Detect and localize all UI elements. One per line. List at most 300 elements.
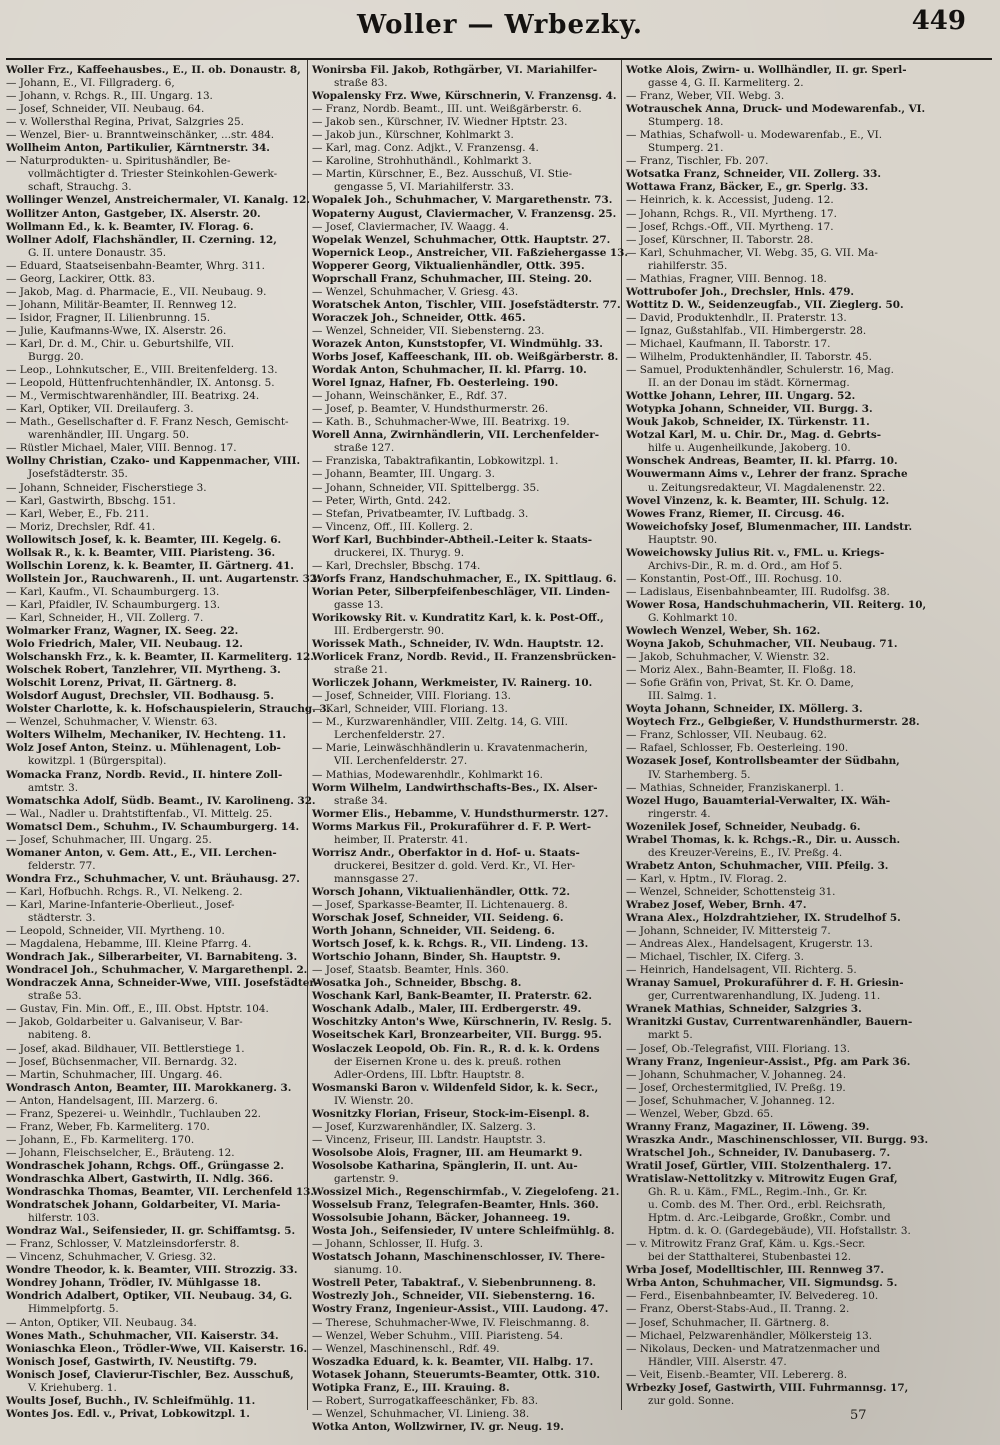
directory-entry: — Rafael, Schlosser, Fb. Oesterleing. 190. [626, 742, 849, 755]
directory-entry: — Karl, Schneider, VIII. Floriang. 13. [312, 703, 508, 716]
directory-entry: — Karl, v. Hptm., IV. Florag. 2. [626, 872, 787, 885]
directory-entry: Woyta Johann, Schneider, IX. Möllerg. 3. [626, 703, 863, 716]
directory-entry: des Kreuzer-Vereins, E., IV. Preßg. 4. [648, 846, 843, 859]
directory-entry: druckerei, Besitzer d. gold. Verd. Kr., VI. Her- [334, 859, 576, 872]
directory-entry: — Karl, Gastwirth, Bbschg. 151. [6, 494, 176, 507]
directory-entry: — Vincenz, Off., III. Kollerg. 2. [312, 520, 473, 533]
directory-entry: gengasse 5, VI. Mariahilferstr. 33. [334, 181, 514, 194]
directory-entry: — Josef, Schuhmacher, II. Gärtnerg. 8. [626, 1316, 830, 1329]
directory-entry: VII. Lerchenfelderstr. 27. [334, 755, 468, 768]
directory-entry: Woyna Jakob, Schuhmacher, VII. Neubaug. 71. [626, 638, 898, 651]
directory-entry: — Georg, Lackirer, Ottk. 83. [6, 272, 155, 285]
directory-entry: — Ladislaus, Eisenbahnbeamter, III. Rudolfsg. 38. [626, 585, 890, 598]
directory-entry: Wopaterny August, Claviermacher, V. Franzensg. 25. [312, 207, 617, 220]
directory-entry: Archivs-Dir., R. m. d. Ord., am Hof 5. [648, 559, 843, 572]
directory-entry: — Mathias, Schafwoll- u. Modewarenfab., E., VI. [626, 129, 883, 142]
directory-entry: straße 127. [334, 442, 395, 455]
directory-entry: — Josef, Orchestermitglied, IV. Preßg. 19. [626, 1081, 846, 1094]
directory-entry: Wozasek Josef, Kontrollsbeamter der Südbahn, [626, 755, 900, 768]
directory-entry: — Franz, Tischler, Fb. 207. [626, 155, 769, 168]
directory-entry: — Wenzel, Schneider, Schottensteig 31. [626, 885, 836, 898]
directory-entry: Wotasek Johann, Steuerumts-Beamter, Ottk. 310. [312, 1368, 600, 1381]
directory-entry: Wozel Hugo, Bauamterial-Verwalter, IX. Wäh- [626, 794, 891, 807]
directory-entry: Wolschek Robert, Tanzlehrer, VII. Myrtheng. 3. [6, 664, 281, 677]
directory-entry: straße 53. [28, 990, 82, 1003]
directory-entry: Wottrubofer Joh., Drechsler, Hnls. 479. [626, 285, 855, 298]
directory-entry: Wouwermann Aims v., Lehrer der franz. Sprache [626, 468, 908, 481]
directory-entry: — Josef, Staatsb. Beamter, Hnls. 360. [312, 964, 509, 977]
directory-entry: — Jakob sen., Kürschner, IV. Wiedner Hptstr. 23. [312, 116, 568, 129]
directory-entry: Woniaschka Eleon., Trödler-Wwe, VII. Kaiserstr. 16. [6, 1342, 308, 1355]
directory-entry: — Gustav, Fin. Min. Off., E., III. Obst. Hptstr. 104. [6, 1003, 269, 1016]
directory-entry: — Samuel, Produktenhändler, Schulerstr. 16, Mag. [626, 364, 894, 377]
directory-entry: Worth Johann, Schneider, VII. Seideng. 6. [312, 925, 555, 938]
directory-entry: — Wenzel, Maschinenschl., Rdf. 49. [312, 1342, 500, 1355]
directory-entry: Womatscl Dem., Schuhm., IV. Schaumburgerg. 14. [6, 820, 300, 833]
directory-entry: IV. Starhemberg. 5. [648, 768, 751, 781]
directory-entry: Woschank Adalb., Maler, III. Erdbergerstr. 49. [312, 1003, 582, 1016]
directory-entry: mannsgasse 27. [334, 872, 419, 885]
directory-entry: Gh. R. u. Käm., FML., Regim.-Inh., Gr. Kr. [648, 1186, 868, 1199]
directory-entry: Wondraschka Thomas, Beamter, VII. Lerchenfeld 13. [6, 1186, 315, 1199]
directory-entry: Stumperg. 21. [648, 142, 724, 155]
directory-entry: — Franz, Nordb. Beamt., III. unt. Weißgärberstr. 6. [312, 103, 582, 116]
directory-entry: Wotka Anton, Wollzwirner, IV. gr. Neug. 19. [312, 1420, 564, 1433]
directory-entry: bei der Statthalterei, Stubenbastei 12. [648, 1251, 852, 1264]
directory-entry: Wrabez Josef, Weber, Brnh. 47. [626, 899, 807, 911]
directory-entry: — Johann, Schneider, VII. Spittelbergg. 35. [312, 481, 540, 494]
directory-entry: — Franz, Weber, Fb. Karmeliterg. 170. [6, 1120, 210, 1133]
directory-entry: straße 83. [334, 77, 388, 90]
directory-entry: Hauptstr. 90. [648, 533, 718, 546]
directory-entry: Lerchenfelderstr. 27. [334, 729, 445, 742]
directory-entry: Woszadka Eduard, k. k. Beamter, VII. Halbg. 17. [312, 1355, 594, 1368]
directory-entry: — Moriz Alex., Bahn-Beamter, II. Floßg. 18. [626, 664, 857, 677]
directory-entry: Stumperg. 18. [648, 116, 724, 129]
directory-entry: Wratislaw-Nettolitzky v. Mitrowitz Eugen Graf, [626, 1172, 898, 1185]
directory-entry: — Karl, Dr. d. M., Chir. u. Geburtshilfe, VII. [6, 337, 235, 350]
directory-entry: Worel Ignaz, Hafner, Fb. Oesterleing. 190. [312, 377, 559, 390]
directory-entry: — Martin, Kürschner, E., Bez. Ausschuß, VI. Stie- [312, 168, 573, 181]
directory-entry: — Johann, Militär-Beamter, II. Rennweg 12. [6, 298, 237, 311]
column-divider [307, 60, 308, 1410]
directory-entry: schaft, Strauchg. 3. [28, 181, 132, 194]
directory-entry: Wondrich Adalbert, Optiker, VII. Neubaug. 34, G. [6, 1290, 293, 1303]
directory-entry: IV. Wienstr. 20. [334, 1094, 414, 1107]
directory-entry: — Johann, E., Fb. Karmeliterg. 170. [6, 1133, 195, 1146]
directory-entry: Wollner Adolf, Flachshändler, II. Czerning. 12, [6, 233, 277, 246]
directory-entry: — Josef, Claviermacher, IV. Waagg. 4. [312, 220, 509, 233]
directory-entry: Wontes Jos. Edl. v., Privat, Lobkowitzpl. 1. [6, 1407, 250, 1420]
directory-entry: — Jakob, Goldarbeiter u. Galvaniseur, V. Bar- [6, 1016, 243, 1029]
directory-entry: Wopalensky Frz. Wwe, Kürschnerin, V. Franzensg. 4. [312, 90, 617, 103]
directory-entry: — Michael, Kaufmann, II. Taborstr. 17. [626, 337, 831, 350]
directory-entry: markt 5. [648, 1029, 693, 1042]
directory-entry: — David, Produktenhdlr., II. Praterstr. 13. [626, 311, 847, 324]
directory-entry: — Konstantin, Post-Off., III. Rochusg. 10. [626, 572, 842, 585]
column-1 [6, 64, 331, 1420]
signature-mark: 57 [850, 1408, 867, 1423]
directory-entry: — Anton, Optiker, VII. Neubaug. 34. [6, 1316, 197, 1329]
directory-entry: Wranitzki Gustav, Currentwarenhändler, Bauern- [626, 1016, 913, 1029]
directory-entry: — Wenzel, Schneider, VII. Siebensterng. 23. [312, 324, 545, 337]
directory-entry: — Johann, Fleischselcher, E., Bräuteng. 12. [6, 1146, 235, 1159]
directory-entry: Wondratschek Johann, Goldarbeiter, VI. Maria- [6, 1199, 281, 1212]
directory-entry: Worikowsky Rit. v. Kundratitz Karl, k. k. Post-Off., [312, 611, 604, 624]
directory-entry: — Johann, Beamter, III. Ungarg. 3. [312, 468, 495, 481]
directory-entry: städterstr. 3. [28, 912, 96, 925]
directory-entry: Wopelak Wenzel, Schuhmacher, Ottk. Hauptstr. 27. [312, 233, 611, 246]
directory-entry: — Karl, Optiker, VII. Dreilauferg. 3. [6, 403, 194, 416]
directory-entry: — Franziska, Tabaktrafikantin, Lobkowitzpl. 1. [312, 455, 559, 468]
directory-entry: — Wenzel, Schuhmacher, V. Wienstr. 63. [6, 716, 218, 729]
directory-entry: — Marie, Leinwäschhändlerin u. Kravatenmacherin, [312, 742, 588, 755]
directory-entry: Wollsak R., k. k. Beamter, VIII. Piaristeng. 36. [6, 546, 276, 559]
directory-entry: V. Kriehuberg. 1. [28, 1381, 117, 1394]
directory-entry: — Peter, Wirth, Gntd. 242. [312, 494, 451, 507]
directory-entry: — Vincenz, Schuhmacher, V. Griesg. 32. [6, 1251, 217, 1264]
directory-entry: — Karl, Marine-Infanterie-Oberlieut., Josef- [6, 899, 235, 911]
directory-entry: Wovel Vinzenz, k. k. Beamter, III. Schulg. 12. [626, 494, 890, 507]
directory-entry: u. Zeitungsredakteur, VI. Magdalenenstr. 22. [648, 481, 886, 494]
directory-entry: — Heinrich, Handelsagent, VII. Richterg. 5. [626, 964, 857, 977]
page-title: Woller — Wrbezky. [357, 10, 643, 40]
directory-entry: Adler-Ordens, III. Lbftr. Hauptstr. 8. [334, 1068, 525, 1081]
directory-entry: Worm Wilhelm, Landwirthschafts-Bes., IX. Alser- [312, 781, 598, 794]
directory-entry: Woweichofsky Josef, Blumenmacher, III. Landstr. [626, 520, 913, 533]
directory-entry: — Johann, Schuhmacher, V. Johanneg. 24. [626, 1068, 847, 1081]
directory-entry: Wostatsch Johann, Maschinenschlosser, IV. There- [312, 1251, 605, 1264]
column-3 [626, 64, 992, 1414]
directory-entry: — Johann, v. Rchgs. R., III. Ungarg. 13. [6, 90, 213, 103]
directory-entry: — Franz, Oberst-Stabs-Aud., II. Tranng. 2. [626, 1303, 850, 1316]
directory-entry: Wortsch Josef, k. k. Rchgs. R., VII. Lindeng. 13. [312, 938, 589, 951]
directory-entry: — Robert, Surrogatkaffeeschänker, Fb. 83. [312, 1394, 539, 1407]
directory-entry: G. Kohlmarkt 10. [648, 611, 738, 624]
directory-entry: Wosmanski Baron v. Wildenfeld Sidor, k. k. Secr., [312, 1081, 599, 1094]
directory-entry: Woults Josef, Buchh., IV. Schleifmühlg. 11. [6, 1394, 256, 1407]
directory-entry: Worissek Math., Schneider, IV. Wdn. Hauptstr. 12. [312, 638, 604, 651]
directory-entry: Woweichowsky Julius Rit. v., FML. u. Kriegs- [626, 546, 885, 559]
directory-entry: Wolsdorf August, Drechsler, VII. Bodhausg. 5. [6, 690, 274, 703]
directory-entry: — Leopold, Schneider, VII. Myrtheng. 10. [6, 925, 225, 938]
directory-entry: zur gold. Sonne. [648, 1394, 735, 1407]
directory-entry: Wosnitzky Florian, Friseur, Stock-im-Eisenpl. 8. [312, 1107, 590, 1120]
directory-entry: Wollstein Jor., Rauchwarenh., II. unt. Augartenstr. 32. [6, 572, 321, 585]
directory-entry: — Josef, Kurzwarenhändler, IX. Salzerg. 3. [312, 1120, 536, 1133]
directory-entry: Womacka Franz, Nordb. Revid., II. hintere Zoll- [6, 768, 283, 781]
directory-entry: — Rüstler Michael, Maler, VIII. Bennog. 17. [6, 442, 237, 455]
directory-entry: Wossolsubie Johann, Bäcker, Johanneeg. 19. [312, 1212, 571, 1225]
directory-entry: Woslaczek Leopold, Ob. Fin. R., R. d. k. k. Ordens [312, 1042, 600, 1055]
directory-entry: Wrabel Thomas, k. k. Rchgs.-R., Dir. u. Aussch. [626, 833, 901, 846]
directory-entry: Wollowitsch Josef, k. k. Beamter, III. Kegelg. 6. [6, 533, 282, 546]
directory-entry: — Franz, Spezerei- u. Weinhdlr., Tuchlauben 22. [6, 1107, 261, 1120]
directory-entry: — Karl, Schuhmacher, VI. Webg. 35, G. VII. Ma- [626, 246, 878, 259]
directory-entry: — Anton, Handelsagent, III. Marzerg. 6. [6, 1094, 218, 1107]
directory-entry: Wollschin Lorenz, k. k. Beamter, II. Gärtnerg. 41. [6, 559, 294, 572]
directory-entry: — Wenzel, Bier- u. Branntweinschänker, ...str. 484. [6, 129, 275, 142]
directory-entry: Wondrasch Anton, Beamter, III. Marokkanerg. 3. [6, 1081, 292, 1094]
directory-entry: — Johann, Schlosser, II. Hufg. 3. [312, 1238, 484, 1251]
column-divider [621, 60, 622, 1410]
column-2 [312, 64, 629, 1433]
directory-entry: — Nikolaus, Decken- und Matratzenmacher und [626, 1342, 881, 1355]
directory-entry: Wondracel Joh., Schuhmacher, V. Margarethenpl. 2. [6, 964, 308, 977]
directory-entry: druckerei, IX. Thuryg. 9. [334, 546, 465, 559]
directory-entry: — Ferd., Eisenbahnbeamter, IV. Belvedereg. 10. [626, 1290, 879, 1303]
directory-entry: Wonisch Josef, Clavierur-Tischler, Bez. Ausschuß, [6, 1368, 294, 1381]
directory-entry: Wollinger Wenzel, Anstreichermaler, VI. Kanalg. 12. [6, 194, 311, 207]
directory-entry: — Karl, Schneider, H., VII. Zollerg. 7. [6, 611, 204, 624]
directory-entry: Wotypka Johann, Schneider, VII. Burgg. 3. [626, 403, 873, 416]
directory-entry: Wowlech Wenzel, Weber, Sh. 162. [626, 625, 821, 638]
directory-entry: Wondrey Johann, Trödler, IV. Mühlgasse 18. [6, 1277, 261, 1290]
directory-entry: Wortschio Johann, Binder, Sh. Hauptstr. 9. [312, 951, 561, 964]
directory-entry: Wossizel Mich., Regenschirmfab., V. Ziegelofeng. 21. [312, 1186, 620, 1199]
directory-entry: Wratschel Joh., Schneider, IV. Danubaserg. 7. [626, 1146, 891, 1159]
directory-entry: Wostry Franz, Ingenieur-Assist., VIII. Laudong. 47. [312, 1303, 609, 1316]
directory-entry: — Mathias, Schneider, Franziskanerpl. 1. [626, 781, 844, 794]
directory-entry: der Eisernen Krone u. des k. preuß. rothen [334, 1055, 561, 1068]
directory-entry: — Jakob jun., Kürschner, Kohlmarkt 3. [312, 129, 514, 142]
directory-entry: — Franz, Weber, VII. Webg. 3. [626, 90, 785, 103]
directory-entry: — Andreas Alex., Handelsagent, Krugerstr. 13. [626, 938, 873, 951]
directory-entry: amtstr. 3. [28, 781, 79, 794]
directory-entry: Wotipka Franz, E., III. Krauing. 8. [312, 1381, 510, 1394]
directory-entry: Wower Rosa, Handschuhmacherin, VII. Reiterg. 10, [626, 598, 927, 611]
directory-entry: Wondraschek Johann, Rchgs. Off., Grüngasse 2. [6, 1159, 284, 1172]
directory-entry: Wolschit Lorenz, Privat, II. Gärtnerg. 8. [6, 677, 237, 690]
directory-entry: Wolters Wilhelm, Mechaniker, IV. Hechteng. 11. [6, 729, 286, 742]
directory-entry: Worms Markus Fil., Prokuraführer d. F. P. Wert- [312, 820, 592, 833]
directory-entry: ger, Currentwarenhandlung, IX. Judeng. 11. [648, 990, 881, 1003]
directory-entry: — Josef, Schuhmacher, III. Ungarg. 25. [6, 833, 212, 846]
directory-entry: — Johann, Schneider, IV. Mittersteig 7. [626, 925, 831, 938]
directory-entry: kowitzpl. 1 (Bürgerspital). [28, 755, 167, 768]
directory-entry: — Josef, Schuhmacher, V. Johanneg. 12. [626, 1094, 835, 1107]
directory-entry: — Josef, akad. Bildhauer, VII. Bettlerstiege 1. [6, 1042, 245, 1055]
directory-entry: Wollitzer Anton, Gastgeber, IX. Alserstr. 20. [6, 207, 261, 220]
directory-entry: Wosolsobe Katharina, Spänglerin, II. unt. Au- [312, 1159, 578, 1172]
directory-entry: Wozenilek Josef, Schneider, Neubadg. 6. [626, 820, 861, 833]
directory-entry: — Michael, Pelzwarenhändler, Mölkersteig 13. [626, 1329, 873, 1342]
directory-entry: gasse 4, G. II. Karmeliterg. 2. [648, 77, 804, 90]
directory-entry: III. Erdbergerstr. 90. [334, 625, 445, 638]
directory-entry: Wollny Christian, Czako- und Kappenmacher, VIII. [6, 455, 301, 468]
directory-entry: — Stefan, Privatbeamter, IV. Luftbadg. 3. [312, 507, 529, 520]
directory-entry: Worian Peter, Silberpfeifenbeschläger, VII. Linden- [312, 585, 610, 598]
directory-entry: gartenstr. 9. [334, 1172, 399, 1185]
directory-entry: Wolmarker Franz, Wagner, IX. Seeg. 22. [6, 625, 239, 638]
directory-entry: nabiteng. 8. [28, 1029, 92, 1042]
directory-entry: vollmächtigter d. Triester Steinkohlen-Gewerk- [28, 168, 278, 181]
directory-entry: Worlicek Franz, Nordb. Revid., II. Franzensbrücken- [312, 651, 617, 664]
directory-entry: — Vincenz, Friseur, III. Landstr. Hauptstr. 3. [312, 1133, 546, 1146]
directory-entry: Wouk Jakob, Schneider, IX. Türkenstr. 11. [626, 416, 870, 429]
directory-entry: Worazek Anton, Kunststopfer, VI. Windmühlg. 33. [312, 337, 603, 350]
directory-entry: — Josef, Ob.-Telegrafist, VIII. Floriang. 13. [626, 1042, 851, 1055]
directory-entry: Wolschanskh Frz., k. k. Beamter, II. Karmeliterg. 12. [6, 651, 314, 664]
directory-entry: — Franz, Schlosser, VII. Neubaug. 62. [626, 729, 827, 742]
directory-entry: Wotrauschek Anna, Druck- und Modewarenfab., VI. [626, 103, 926, 116]
directory-entry: Wopalek Joh., Schuhmacher, V. Margarethenstr. 73. [312, 194, 613, 207]
directory-entry: Worrisz Andr., Oberfaktor in d. Hof- u. Staats- [312, 846, 580, 859]
directory-entry: — Michael, Tischler, IX. Ciferg. 3. [626, 951, 804, 964]
directory-entry: — Josef, Sparkasse-Beamter, II. Lichtenauerg. 8. [312, 899, 568, 911]
directory-entry: Wottitz D. W., Seidenzeugfab., VII. Zieglerg. 50. [626, 298, 904, 311]
directory-entry: III. Salmg. 1. [648, 690, 717, 703]
directory-entry: heimber, II. Praterstr. 41. [334, 833, 468, 846]
directory-entry: Wolster Charlotte, k. k. Hofschauspielerin, Strauchg. 3. [6, 703, 331, 716]
directory-entry: Himmelpfortg. 5. [28, 1303, 119, 1316]
directory-entry: Wranny Franz, Magaziner, II. Löweng. 39. [626, 1120, 870, 1133]
directory-entry: Wrany Franz, Ingenieur-Assist., Pfg. am Park 36. [626, 1055, 911, 1068]
directory-entry: — Sofie Gräfin von, Privat, St. Kr. O. Dame, [626, 677, 854, 690]
directory-entry: Wopperer Georg, Viktualienhändler, Ottk. 395. [312, 259, 585, 272]
directory-entry: Worsch Johann, Viktualienhändler, Ottk. 72. [312, 885, 571, 898]
directory-entry: Wrba Josef, Modelltischler, III. Rennweg 37. [626, 1264, 884, 1277]
directory-entry: Wratil Josef, Gürtler, VIII. Stolzenthalerg. 17. [626, 1159, 892, 1172]
directory-entry: u. Comb. des M. Ther. Ord., erbl. Reichsrath, [648, 1199, 886, 1212]
directory-entry: Händler, VIII. Alserstr. 47. [648, 1355, 787, 1368]
directory-entry: Wondra Frz., Schuhmacher, V. unt. Bräuhausg. 27. [6, 872, 300, 885]
directory-entry: Woprschall Franz, Schuhmacher, III. Steing. 20. [312, 272, 593, 285]
directory-entry: hilfe u. Augenheilkunde, Jakoberg. 10. [648, 442, 851, 455]
directory-entry: Worf Karl, Buchbinder-Abtheil.-Leiter k. Staats- [312, 533, 593, 546]
directory-entry: Wondrach Jak., Silberarbeiter, VI. Barnabiteng. 3. [6, 951, 298, 964]
directory-entry: G. II. untere Donaustr. 35. [28, 246, 167, 259]
directory-entry: — Josef, Schneider, VII. Neubaug. 64. [6, 103, 205, 116]
directory-entry: Hptm. d. Arc.-Leibgarde, Großkr., Combr. und [648, 1212, 891, 1225]
directory-entry: Woller Frz., Kaffeehausbes., E., II. ob. Donaustr. 8, [6, 64, 301, 76]
directory-entry: — Josef, Schneider, VIII. Floriang. 13. [312, 690, 511, 703]
page-number: 449 [911, 6, 966, 36]
directory-entry: Worbs Josef, Kaffeeschank, III. ob. Weißgärberstr. 8. [312, 351, 619, 364]
directory-entry: — Karoline, Strohhuthändl., Kohlmarkt 3. [312, 155, 532, 168]
directory-entry: — Wenzel, Schuhmacher, VI. Linieng. 38. [312, 1407, 530, 1420]
directory-entry: — Eduard, Staatseisenbahn-Beamter, Whrg. 311. [6, 259, 265, 272]
directory-entry: — Leopold, Hüttenfruchtenhändler, IX. Antonsg. 5. [6, 377, 275, 390]
directory-entry: Worfs Franz, Handschuhmacher, E., IX. Spittlaug. 6. [312, 572, 617, 585]
directory-entry: Worliczek Johann, Werkmeister, IV. Rainerg. 10. [312, 677, 593, 690]
directory-entry: — Johann, Rchgs. R., VII. Myrtheng. 17. [626, 207, 837, 220]
directory-entry: ringerstr. 4. [648, 807, 711, 820]
directory-entry: — Karl, mag. Conz. Adjkt., V. Franzensg. 4. [312, 142, 539, 155]
directory-entry: — Johann, Weinschänker, E., Rdf. 37. [312, 390, 508, 403]
directory-entry: Wolz Josef Anton, Steinz. u. Mühlenagent, Lob- [6, 742, 281, 755]
directory-entry: — Franz, Schlosser, V. Matzleinsdorferstr. 8. [6, 1238, 240, 1251]
directory-entry: riahilferstr. 35. [648, 259, 728, 272]
directory-entry: — Wal., Nadler u. Drahtstiftenfab., VI. Mittelg. 25. [6, 807, 273, 820]
directory-entry: Woratschek Anton, Tischler, VIII. Josefstädterstr. 77. [312, 298, 621, 311]
directory-entry: — Karl, Pfaidler, IV. Schaumburgerg. 13. [6, 598, 221, 611]
directory-entry: Wondraz Wal., Seifensieder, II. gr. Schiffamtsg. 5. [6, 1225, 296, 1238]
directory-entry: Wones Math., Schuhmacher, VII. Kaiserstr. 34. [6, 1329, 279, 1342]
directory-entry: Wopernick Leop., Anstreicher, VII. Faßziehergasse 13. [312, 246, 629, 259]
directory-entry: — Jakob, Mag. d. Pharmacie, E., VII. Neubaug. 9. [6, 285, 267, 298]
directory-entry: Wotzal Karl, M. u. Chir. Dr., Mag. d. Gebrts- [626, 429, 882, 442]
directory-entry: Wondraschka Albert, Gastwirth, II. Ndlg. 366. [6, 1172, 274, 1185]
directory-entry: — Heinrich, k. k. Accessist, Judeng. 12. [626, 194, 834, 207]
directory-entry: — Karl, Drechsler, Bbschg. 174. [312, 559, 481, 572]
directory-entry: Wraszka Andr., Maschinenschlosser, VII. Burgg. 93. [626, 1133, 929, 1146]
directory-entry: — Martin, Schuhmacher, III. Ungarg. 46. [6, 1068, 223, 1081]
directory-entry: — Kath. B., Schuhmacher-Wwe, III. Beatrixg. 19. [312, 416, 570, 429]
directory-entry: — Jakob, Schuhmacher, V. Wienstr. 32. [626, 651, 830, 664]
directory-entry: straße 34. [334, 794, 388, 807]
directory-entry: Worell Anna, Zwirnhändlerin, VII. Lerchenfelder- [312, 429, 600, 442]
directory-entry: Wostrezly Joh., Schneider, VII. Siebensterng. 16. [312, 1290, 595, 1303]
directory-entry: — Josef, Kürschner, II. Taborstr. 28. [626, 233, 814, 246]
directory-entry: Woschank Karl, Bank-Beamter, II. Praterstr. 62. [312, 990, 592, 1003]
directory-entry: — Johann, Schneider, Fischerstiege 3. [6, 481, 207, 494]
directory-entry: Wrba Anton, Schuhmacher, VII. Sigmundsg. 5. [626, 1277, 898, 1290]
directory-entry: — Leop., Lohnkutscher, E., VIII. Breitenfelderg. 13. [6, 364, 278, 377]
directory-entry: Wonisch Josef, Gastwirth, IV. Neustiftg. 79. [6, 1355, 258, 1368]
directory-entry: Wosolsobe Alois, Fragner, III. am Heumarkt 9. [312, 1146, 583, 1159]
directory-entry: — Wenzel, Weber Schuhm., VIII. Piaristeng. 54. [312, 1329, 564, 1342]
directory-entry: Wrbezky Josef, Gastwirth, VIII. Fuhrmannsg. 17, [626, 1381, 909, 1394]
directory-entry: Wrana Alex., Holzdrahtzieher, IX. Strudelhof 5. [626, 912, 901, 925]
directory-entry: straße 21. [334, 664, 388, 677]
directory-entry: Wollheim Anton, Partikulier, Kärntnerstr. 34. [6, 142, 270, 155]
directory-entry: Wottke Johann, Lehrer, III. Ungarg. 52. [626, 390, 856, 403]
directory-entry: Wordak Anton, Schuhmacher, II. kl. Pfarrg. 10. [312, 364, 587, 377]
directory-entry: Womaner Anton, v. Gem. Att., E., VII. Lerchen- [6, 846, 277, 859]
directory-entry: — Karl, Kaufm., VI. Schaumburgerg. 13. [6, 585, 220, 598]
directory-entry: — Julie, Kaufmanns-Wwe, IX. Alserstr. 26. [6, 324, 227, 337]
directory-entry: — M., Kurzwarenhändler, VIII. Zeltg. 14, G. VIII. [312, 716, 568, 729]
directory-entry: Wondre Theodor, k. k. Beamter, VIII. Strozzig. 33. [6, 1264, 298, 1277]
directory-entry: — Mathias, Modewarenhdlr., Kohlmarkt 16. [312, 768, 543, 781]
directory-entry: — Isidor, Fragner, II. Lilienbrunng. 15. [6, 311, 211, 324]
directory-entry: Wondraczek Anna, Schneider-Wwe, VIII. Josefstädter- [6, 977, 320, 990]
directory-entry: Worschak Josef, Schneider, VII. Seideng. 6. [312, 912, 564, 925]
directory-entry: — Josef, Rchgs.-Off., VII. Myrtheng. 17. [626, 220, 834, 233]
directory-entry: Wotke Alois, Zwirn- u. Wollhändler, II. gr. Sperl- [626, 64, 907, 76]
directory-entry: — Therese, Schuhmacher-Wwe, IV. Fleischmanng. 8. [312, 1316, 590, 1329]
directory-entry: — Veit, Eisenb.-Beamter, VII. Lebererg. 8. [626, 1368, 848, 1381]
directory-entry: Woseitschek Karl, Bronzearbeiter, VII. Burgg. 95. [312, 1029, 602, 1042]
directory-entry: Wowes Franz, Riemer, II. Circusg. 46. [626, 507, 845, 520]
directory-entry: Wolo Friedrich, Maler, VII. Neubaug. 12. [6, 638, 243, 651]
directory-entry: — Ignaz, Gußstahlfab., VII. Himbergerstr. 28. [626, 324, 867, 337]
directory-entry: — Mathias, Fragner, VIII. Bennog. 18. [626, 272, 827, 285]
directory-entry: Womatschka Adolf, Südb. Beamt., IV. Karolineng. 32. [6, 794, 316, 807]
directory-entry: Josefstädterstr. 35. [28, 468, 128, 481]
directory-entry: Woschitzky Anton's Wwe, Kürschnerin, IV. Reslg. 5. [312, 1016, 612, 1029]
directory-entry: — Wenzel, Weber, Gbzd. 65. [626, 1107, 774, 1120]
directory-entry: Wonirsba Fil. Jakob, Rothgärber, VI. Mariahilfer- [312, 64, 598, 76]
directory-entry: felderstr. 77. [28, 859, 96, 872]
directory-entry: — v. Wollersthal Regina, Privat, Salzgries 25. [6, 116, 244, 129]
directory-entry: Wosatka Joh., Schneider, Bbschg. 8. [312, 977, 522, 990]
directory-entry: Wotsatka Franz, Schneider, VII. Zollerg. 33. [626, 168, 881, 181]
directory-entry: warenhändler, III. Ungarg. 50. [28, 429, 189, 442]
directory-entry: Burgg. 20. [28, 351, 84, 364]
header-rule [6, 58, 992, 60]
directory-entry: Wosta Joh., Seifensieder, IV untere Schleifmühlg. 8. [312, 1225, 615, 1238]
directory-entry: II. an der Donau im städt. Körnermag. [648, 377, 850, 390]
directory-entry: — Karl, Hofbuchh. Rchgs. R., VI. Nelkeng. 2. [6, 885, 243, 898]
directory-entry: — Josef, Büchsenmacher, VII. Bernardg. 32. [6, 1055, 238, 1068]
directory-entry: Wormer Elis., Hebamme, V. Hundsthurmerstr. 127. [312, 807, 609, 820]
directory-entry: Woraczek Joh., Schneider, Ottk. 465. [312, 311, 526, 324]
directory-entry: Wottawa Franz, Bäcker, E., gr. Sperlg. 33. [626, 181, 869, 194]
directory-entry: — v. Mitrowitz Franz Graf, Käm. u. Kgs.-Secr. [626, 1238, 866, 1251]
directory-entry: Wollmann Ed., k. k. Beamter, IV. Florag. 6. [6, 220, 254, 233]
